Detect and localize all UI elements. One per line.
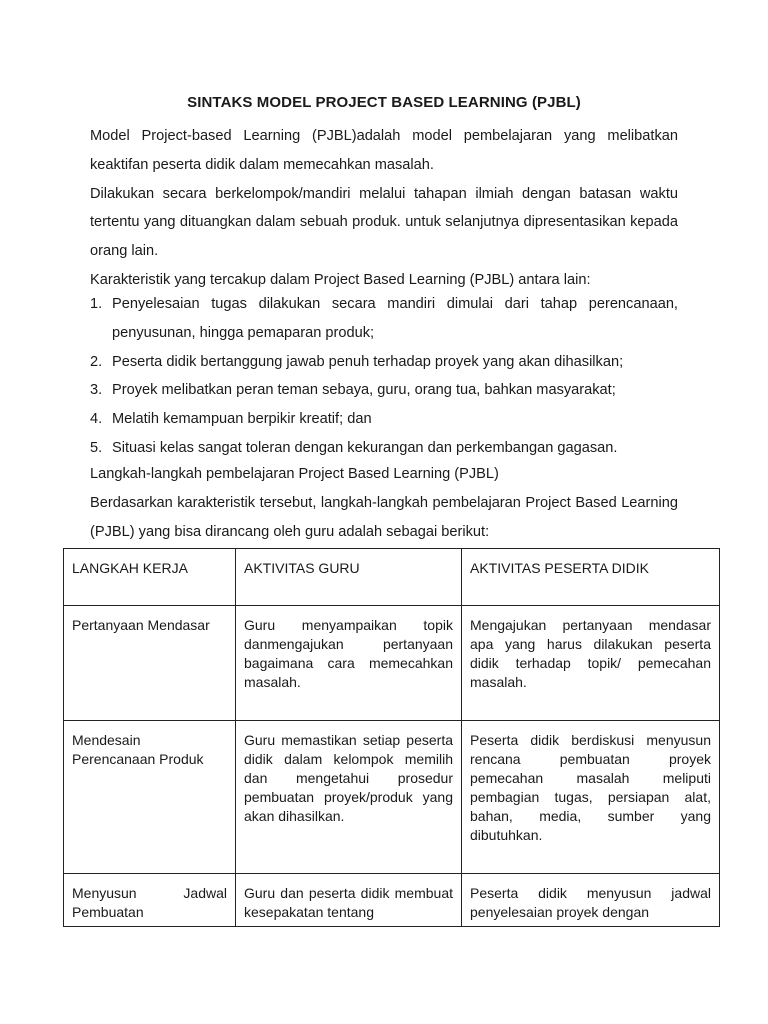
intro-section bbox=[90, 122, 678, 295]
document-title: SINTAKS MODEL PROJECT BASED LEARNING (PJBL) bbox=[187, 94, 581, 111]
table-cell: Guru memastikan setiap peserta didik dalam kelompok memilih dan mengetahui prosedur pembuatan proyek/produk yang akan dihasilkan. bbox=[236, 721, 462, 874]
table-row bbox=[64, 874, 720, 927]
intro-paragraph-1: Model Project-based Learning (PJBL)adalah model pembelajaran yang melibatkan keaktifan peserta didik dalam memecahkan masalah. bbox=[90, 128, 678, 173]
table-cell: Guru dan peserta didik membuat kesepakatan tentang bbox=[236, 874, 462, 927]
table-cell: Menyusun Jadwal Pembuatan bbox=[64, 874, 236, 927]
table-cell: Pertanyaan Mendasar bbox=[64, 606, 236, 721]
list-item: 5. Situasi kelas sangat toleran dengan kekurangan dan perkembangan gagasan. bbox=[90, 439, 618, 456]
table-row bbox=[64, 721, 720, 874]
header-aktivitas-guru: AKTIVITAS GURU bbox=[236, 549, 462, 606]
table-cell: Mengajukan pertanyaan mendasar apa yang harus dilakukan peserta didik terhadap topik/ pemecahan masalah. bbox=[462, 606, 720, 721]
syntax-table bbox=[63, 548, 720, 927]
list-item: 1. Penyelesaian tugas dilakukan secara mandiri dimulai dari tahap perencanaan, penyusunan, hingga pemaparan produk; bbox=[90, 296, 678, 341]
characteristics-heading: Karakteristik yang tercakup dalam Project Based Learning (PJBL) antara lain: bbox=[90, 271, 591, 288]
intro-paragraph-2: Dilakukan secara berkelompok/mandiri melalui tahapan ilmiah dengan batasan waktu tertentu yang dituangkan dalam sebuah produk. untuk selanjutnya dipresentasikan kepada orang lain. bbox=[90, 185, 678, 260]
characteristics-list bbox=[90, 290, 678, 463]
list-item: 2. Peserta didik bertanggung jawab penuh terhadap proyek yang akan dihasilkan; bbox=[90, 353, 624, 370]
steps-heading: Langkah-langkah pembelajaran Project Based Learning (PJBL) bbox=[90, 466, 499, 482]
list-item: 4. Melatih kemampuan berpikir kreatif; dan bbox=[90, 411, 372, 428]
header-langkah-kerja: LANGKAH KERJA bbox=[64, 549, 236, 606]
table-header-row bbox=[64, 549, 720, 606]
table-cell: Peserta didik berdiskusi menyusun rencana pembuatan proyek pemecahan masalah meliputi pembagian tugas, persiapan alat, bahan, media, sumber yang dibutuhkan. bbox=[462, 721, 720, 874]
list-item: 3. Proyek melibatkan peran teman sebaya, guru, orang tua, bahkan masyarakat; bbox=[90, 382, 616, 399]
steps-intro: Berdasarkan karakteristik tersebut, langkah-langkah pembelajaran Project Based Learning (PJBL) yang bisa dirancang oleh guru adalah sebagai berikut: bbox=[90, 494, 678, 540]
table-cell: Guru menyampaikan topik danmengajukan pertanyaan bagaimana cara memecahkan masalah. bbox=[236, 606, 462, 721]
table-row bbox=[64, 606, 720, 721]
header-aktivitas-peserta: AKTIVITAS PESERTA DIDIK bbox=[462, 549, 720, 606]
table-cell: Mendesain Perencanaan Produk bbox=[64, 721, 236, 874]
table-cell: Peserta didik menyusun jadwal penyelesaian proyek dengan bbox=[462, 874, 720, 927]
steps-section bbox=[90, 460, 678, 546]
